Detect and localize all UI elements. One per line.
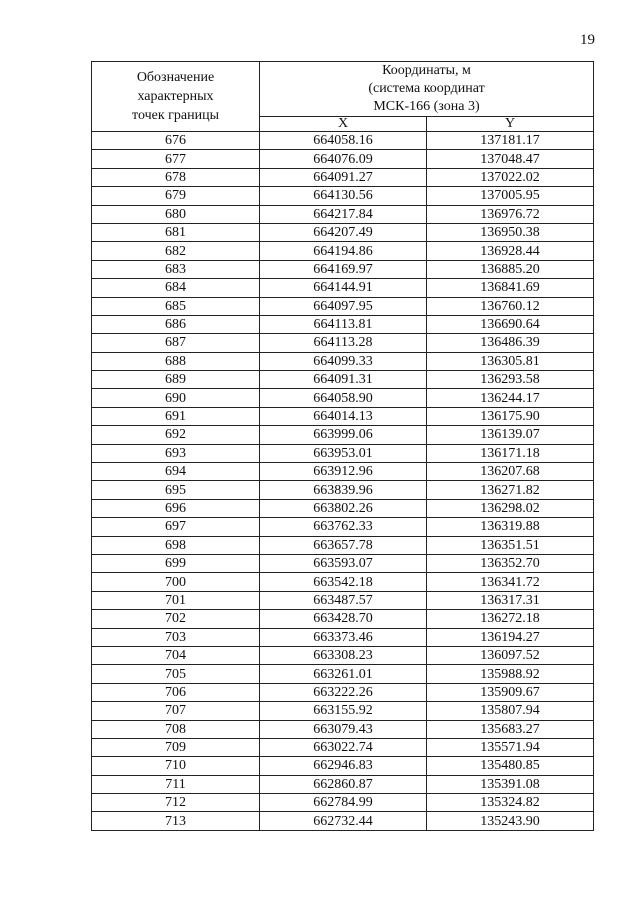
table-row	[92, 610, 594, 628]
header-point-label: Обозначение характерных точек границы	[132, 70, 219, 123]
cell-point: 698	[92, 536, 260, 554]
cell-x: 663222.26	[260, 683, 427, 701]
table-row	[92, 150, 594, 168]
cell-x: 664091.31	[260, 371, 427, 389]
cell-y: 135571.94	[427, 738, 594, 756]
cell-y: 136194.27	[427, 628, 594, 646]
table-row	[92, 720, 594, 738]
cell-y: 136139.07	[427, 426, 594, 444]
table-row	[92, 683, 594, 701]
table-row	[92, 260, 594, 278]
table-row	[92, 463, 594, 481]
header-x: X	[260, 117, 427, 132]
table-row	[92, 499, 594, 517]
cell-y: 136885.20	[427, 260, 594, 278]
cell-point: 687	[92, 334, 260, 352]
cell-point: 694	[92, 463, 260, 481]
cell-point: 680	[92, 205, 260, 223]
cell-x: 664144.91	[260, 279, 427, 297]
cell-point: 709	[92, 738, 260, 756]
table-row	[92, 738, 594, 756]
cell-point: 713	[92, 812, 260, 830]
cell-y: 136841.69	[427, 279, 594, 297]
cell-point: 710	[92, 757, 260, 775]
table-row	[92, 628, 594, 646]
cell-x: 664058.90	[260, 389, 427, 407]
coordinates-table	[91, 61, 594, 831]
cell-y: 135909.67	[427, 683, 594, 701]
cell-x: 664076.09	[260, 150, 427, 168]
cell-y: 135988.92	[427, 665, 594, 683]
cell-y: 136097.52	[427, 646, 594, 664]
cell-y: 136317.31	[427, 591, 594, 609]
cell-x: 664169.97	[260, 260, 427, 278]
cell-x: 664058.16	[260, 132, 427, 150]
cell-x: 664091.27	[260, 168, 427, 186]
cell-point: 690	[92, 389, 260, 407]
table-row	[92, 168, 594, 186]
table-row	[92, 334, 594, 352]
cell-y: 136244.17	[427, 389, 594, 407]
table-row	[92, 205, 594, 223]
cell-point: 696	[92, 499, 260, 517]
header-coordinates	[260, 62, 594, 117]
cell-point: 701	[92, 591, 260, 609]
table-row	[92, 279, 594, 297]
table-row	[92, 371, 594, 389]
cell-point: 677	[92, 150, 260, 168]
cell-point: 689	[92, 371, 260, 389]
table-header	[92, 62, 594, 132]
cell-y: 136690.64	[427, 315, 594, 333]
cell-y: 137048.47	[427, 150, 594, 168]
cell-point: 682	[92, 242, 260, 260]
cell-point: 686	[92, 315, 260, 333]
cell-x: 664113.28	[260, 334, 427, 352]
cell-x: 663802.26	[260, 499, 427, 517]
cell-x: 662946.83	[260, 757, 427, 775]
cell-x: 663022.74	[260, 738, 427, 756]
cell-y: 135807.94	[427, 702, 594, 720]
cell-x: 664194.86	[260, 242, 427, 260]
header-point-designation	[92, 62, 260, 132]
cell-point: 705	[92, 665, 260, 683]
cell-y: 136352.70	[427, 554, 594, 572]
cell-x: 664113.81	[260, 315, 427, 333]
cell-y: 136351.51	[427, 536, 594, 554]
cell-x: 664207.49	[260, 223, 427, 241]
cell-y: 136950.38	[427, 223, 594, 241]
table-row	[92, 481, 594, 499]
cell-x: 663487.57	[260, 591, 427, 609]
table-row	[92, 518, 594, 536]
table-row	[92, 187, 594, 205]
cell-y: 136171.18	[427, 444, 594, 462]
cell-point: 702	[92, 610, 260, 628]
table-row	[92, 665, 594, 683]
table-body	[92, 132, 594, 831]
cell-y: 135683.27	[427, 720, 594, 738]
cell-y: 137181.17	[427, 132, 594, 150]
cell-y: 136293.58	[427, 371, 594, 389]
cell-point: 711	[92, 775, 260, 793]
table-row	[92, 646, 594, 664]
page-number: 19	[580, 32, 595, 48]
table-row	[92, 223, 594, 241]
cell-y: 136341.72	[427, 573, 594, 591]
cell-y: 136976.72	[427, 205, 594, 223]
cell-x: 663542.18	[260, 573, 427, 591]
cell-x: 664130.56	[260, 187, 427, 205]
table-row	[92, 812, 594, 830]
table-row	[92, 573, 594, 591]
cell-x: 663428.70	[260, 610, 427, 628]
cell-point: 692	[92, 426, 260, 444]
cell-x: 663593.07	[260, 554, 427, 572]
cell-point: 697	[92, 518, 260, 536]
cell-point: 691	[92, 407, 260, 425]
header-y: Y	[427, 117, 594, 132]
cell-x: 664014.13	[260, 407, 427, 425]
cell-y: 136271.82	[427, 481, 594, 499]
table-row	[92, 775, 594, 793]
cell-x: 663308.23	[260, 646, 427, 664]
cell-point: 708	[92, 720, 260, 738]
table-row	[92, 407, 594, 425]
table-row	[92, 794, 594, 812]
table-row	[92, 426, 594, 444]
cell-x: 664217.84	[260, 205, 427, 223]
cell-x: 664097.95	[260, 297, 427, 315]
cell-y: 136928.44	[427, 242, 594, 260]
cell-x: 663261.01	[260, 665, 427, 683]
cell-y: 135391.08	[427, 775, 594, 793]
cell-point: 707	[92, 702, 260, 720]
cell-x: 663079.43	[260, 720, 427, 738]
cell-point: 688	[92, 352, 260, 370]
cell-x: 662784.99	[260, 794, 427, 812]
cell-point: 704	[92, 646, 260, 664]
table-row	[92, 554, 594, 572]
cell-point: 693	[92, 444, 260, 462]
cell-x: 663657.78	[260, 536, 427, 554]
cell-point: 685	[92, 297, 260, 315]
cell-x: 663373.46	[260, 628, 427, 646]
cell-y: 136207.68	[427, 463, 594, 481]
table-row	[92, 444, 594, 462]
cell-y: 135480.85	[427, 757, 594, 775]
table-row	[92, 352, 594, 370]
cell-point: 703	[92, 628, 260, 646]
cell-y: 137022.02	[427, 168, 594, 186]
table-row	[92, 591, 594, 609]
cell-x: 663912.96	[260, 463, 427, 481]
cell-y: 136272.18	[427, 610, 594, 628]
cell-x: 663155.92	[260, 702, 427, 720]
cell-y: 136486.39	[427, 334, 594, 352]
table-row	[92, 702, 594, 720]
cell-x: 664099.33	[260, 352, 427, 370]
cell-y: 136175.90	[427, 407, 594, 425]
cell-point: 695	[92, 481, 260, 499]
cell-x: 662860.87	[260, 775, 427, 793]
cell-point: 706	[92, 683, 260, 701]
cell-point: 676	[92, 132, 260, 150]
table-row	[92, 536, 594, 554]
cell-y: 136760.12	[427, 297, 594, 315]
cell-point: 681	[92, 223, 260, 241]
cell-y: 137005.95	[427, 187, 594, 205]
cell-point: 683	[92, 260, 260, 278]
table-row	[92, 315, 594, 333]
cell-y: 136305.81	[427, 352, 594, 370]
cell-point: 678	[92, 168, 260, 186]
table-row	[92, 757, 594, 775]
cell-y: 136298.02	[427, 499, 594, 517]
table-row	[92, 297, 594, 315]
table-row	[92, 242, 594, 260]
cell-x: 663762.33	[260, 518, 427, 536]
table-row	[92, 389, 594, 407]
cell-x: 662732.44	[260, 812, 427, 830]
cell-x: 663839.96	[260, 481, 427, 499]
cell-point: 700	[92, 573, 260, 591]
cell-point: 712	[92, 794, 260, 812]
cell-y: 135243.90	[427, 812, 594, 830]
cell-y: 136319.88	[427, 518, 594, 536]
cell-x: 663953.01	[260, 444, 427, 462]
cell-point: 684	[92, 279, 260, 297]
cell-y: 135324.82	[427, 794, 594, 812]
cell-x: 663999.06	[260, 426, 427, 444]
header-coordinates-label: Координаты, м (система координат МСК-166 (зона 3)	[368, 63, 485, 114]
table-row	[92, 132, 594, 150]
cell-point: 699	[92, 554, 260, 572]
cell-point: 679	[92, 187, 260, 205]
